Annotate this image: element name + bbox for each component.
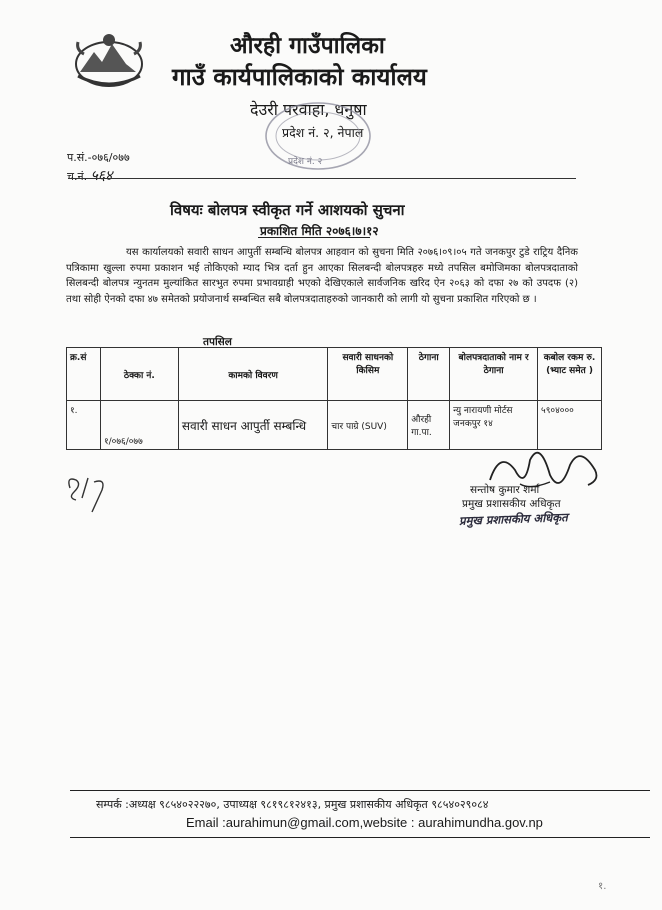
header-address: ठेगाना xyxy=(408,348,450,401)
page-mark: १. xyxy=(598,881,607,892)
footer-divider-top xyxy=(70,790,650,791)
footer-divider-bottom xyxy=(70,837,650,838)
table-caption: तपसिल xyxy=(203,336,232,348)
header-contract-no: ठेक्का नं. xyxy=(100,348,178,401)
reference-ps: प.सं.-०७६/०७७ xyxy=(67,151,130,164)
cell-address: औरही गा.पा. xyxy=(408,401,450,450)
header-description: कामको विवरण xyxy=(178,348,328,401)
footer-email-website: Email :aurahimun@gmail.com,website : aurahimundha.gov.np xyxy=(186,815,543,830)
cell-contract-no: १/०७६/०७७ xyxy=(100,401,178,450)
bid-table xyxy=(66,347,602,450)
header-sn: क्र.सं xyxy=(67,348,101,401)
cell-vehicle-type: चार पाग्रे (SUV) xyxy=(328,401,408,450)
signatory-name: सन्तोष कुमार शर्मा xyxy=(470,484,540,496)
office-stamp xyxy=(258,96,378,174)
header-amount: कबोल रकम रु. (भ्याट समेत ) xyxy=(538,348,602,401)
office-name: गाउँ कार्यपालिकाको कार्यालय xyxy=(172,62,427,91)
notice-paragraph: यस कार्यालयको सवारी साधन आपुर्ती सम्बन्धि बोलपत्र आहवान को सुचना मिति २०७६।०९।०५ गते जनकपुर टुडे राट्रिय दैनिक पत्रिकामा खुल्ला रुपमा प्रकाशन भई तोकिएको म्याद भित्र दर्ता हुन आएका सिलबन्दी बोलपत्रहरु मध्ये तपसिल बमोजिमका बोलपत्रदाताको सिलबन्दी बोलपत्र न्युनतम मुल्यांकित सारभुत रुपमा प्रभावग्राही भएको देखिएकाले सार्वजनिक खरिद ऐन २०६३ को दफा २७ को उपदफ (२) तथा सोही ऐनको दफा ४७ समेतको प्रयोजनार्थ सम्बन्धित सबै बोलपत्रदाताहरुको जानकारी को लागी यो सुचना प्रकाशित गरिएको छ । xyxy=(66,247,578,305)
cell-amount: ५९०४००० xyxy=(538,401,602,450)
header-divider xyxy=(68,178,576,179)
header-vehicle-type: सवारी साधनको किसिम xyxy=(328,348,408,401)
reference-cn xyxy=(67,166,112,185)
signatory-role: प्रमुख प्रशासकीय अधिकृत xyxy=(462,498,561,510)
cell-sn: १. xyxy=(67,401,101,450)
published-date: प्रकाशित मिति २०७६।७।१२ xyxy=(260,224,379,238)
table-header-row xyxy=(67,348,602,401)
cell-description: सवारी साधन आपुर्ती सम्बन्धि xyxy=(178,401,328,450)
reference-cn-value: ५६४ xyxy=(90,168,113,184)
footer-contact: सम्पर्क :अध्यक्ष ९८५४०२२२७०, उपाध्यक्ष ९८१९८१२४१३, प्रमुख प्रशासकीय अधिकृत ९८५४०२९०८४ xyxy=(96,798,489,811)
office-address: देउरी परवाहा, धनुषा xyxy=(250,100,367,119)
stamp-text: प्रदेश नं. २ xyxy=(288,157,323,167)
municipality-name: औरही गाउँपालिका xyxy=(230,32,385,59)
notice-body xyxy=(66,245,578,307)
designation-seal: प्रमुख प्रशासकीय अधिकृत xyxy=(458,510,568,528)
province-line: प्रदेश नं. २, नेपाल xyxy=(282,125,364,140)
header-bidder: बोलपत्रदाताको नाम र ठेगाना xyxy=(450,348,538,401)
handwritten-initials xyxy=(62,470,122,530)
notice-subject: विषयः बोलपत्र स्वीकृत गर्ने आशयको सुचना xyxy=(170,201,405,219)
cell-bidder: न्यु नारायणी मोर्टस जनकपुर १४ xyxy=(450,401,538,450)
nepal-emblem-icon xyxy=(70,30,148,90)
reference-cn-label: च.नं. xyxy=(67,170,88,183)
date-underline xyxy=(258,237,370,238)
